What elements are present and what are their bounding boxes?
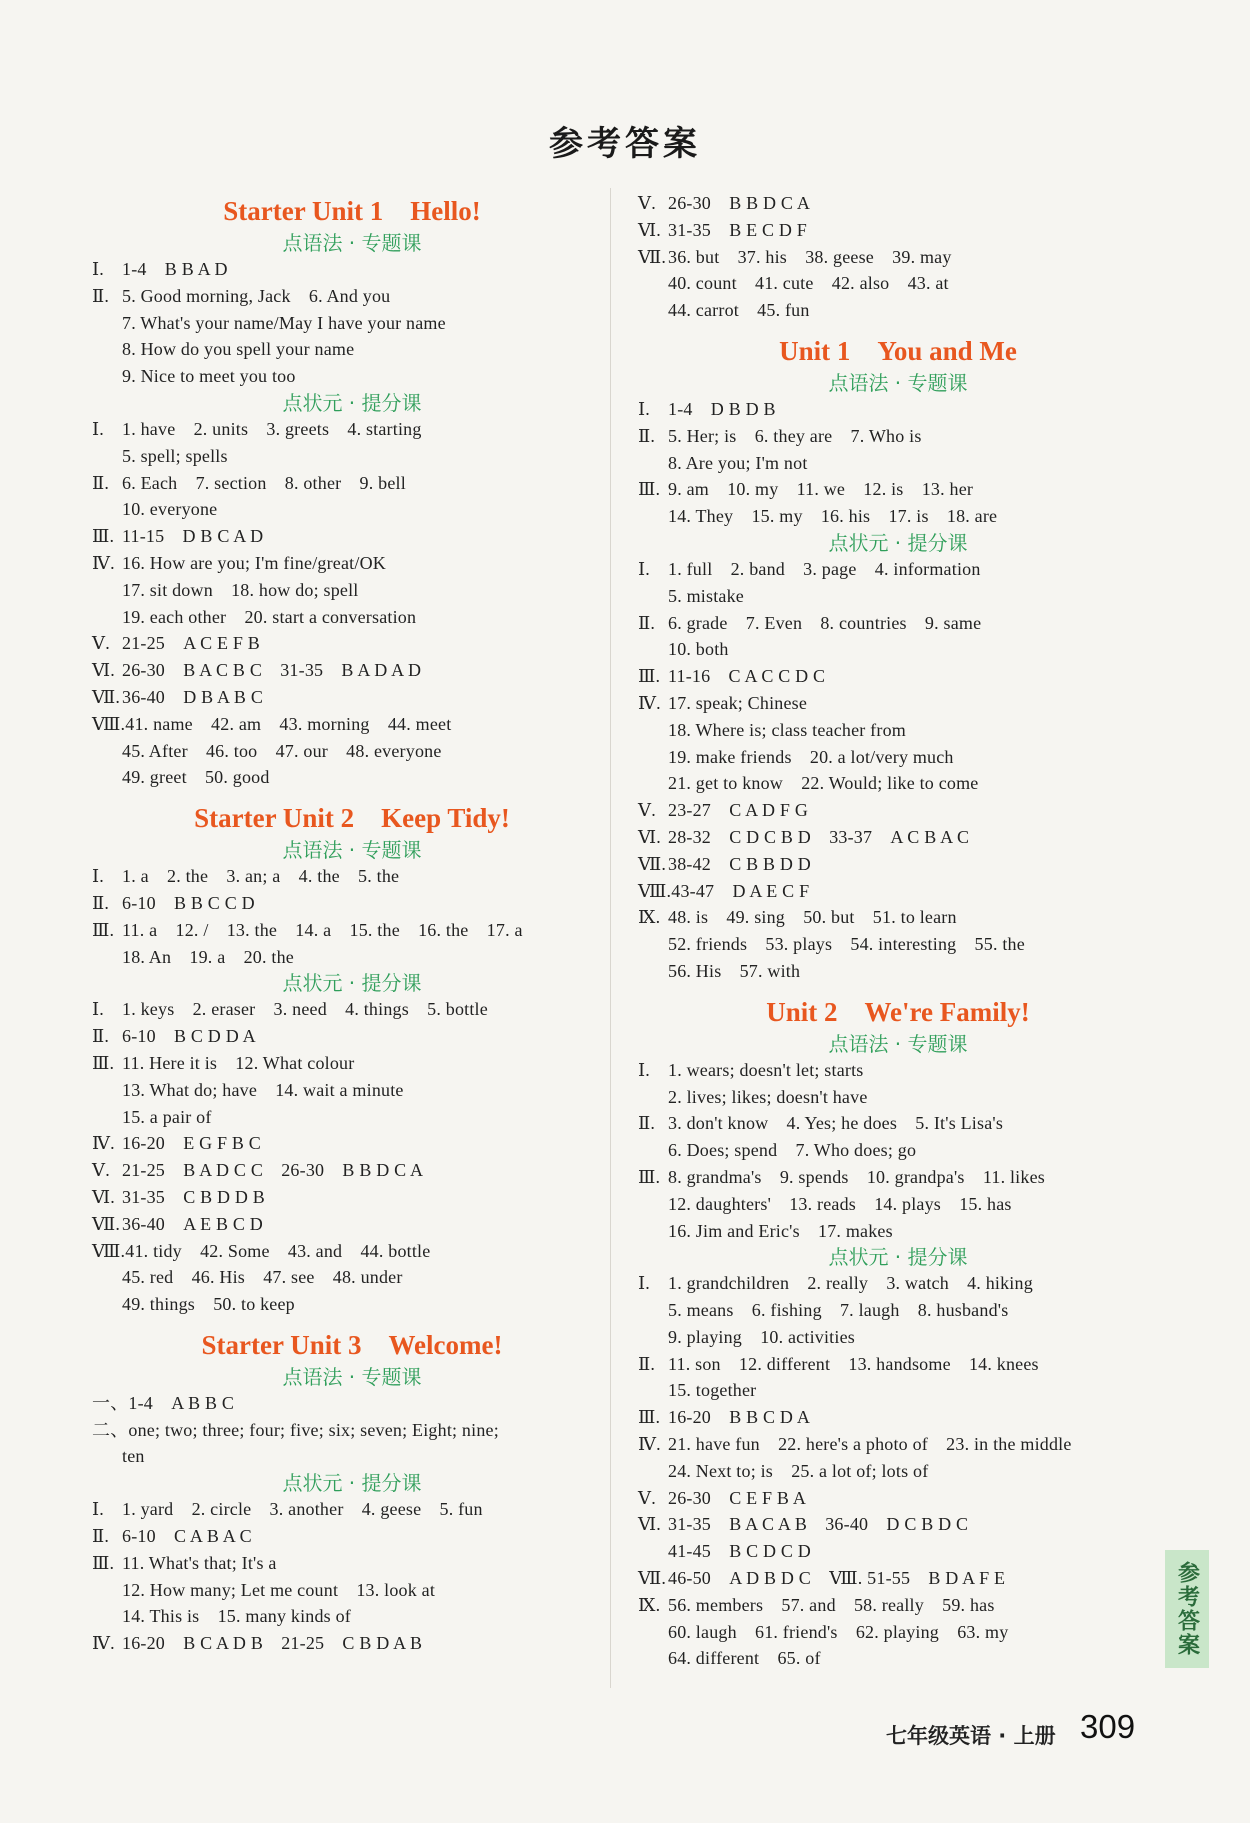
answer-text: 16-20 B C A D B 21-25 C B D A B — [122, 1633, 423, 1654]
answer-text: 56. His 57. with — [668, 960, 801, 981]
question-group-number: Ⅴ. — [638, 193, 656, 213]
answer-line — [92, 416, 612, 443]
question-group-number: 二、 — [92, 1419, 129, 1440]
answer-text: 1. a 2. the 3. an; a 4. the 5. the — [122, 866, 400, 887]
answer-line — [92, 1264, 612, 1291]
answer-text: 1. full 2. band 3. page 4. information — [668, 558, 981, 579]
question-group-number: Ⅰ. — [92, 999, 105, 1020]
question-group-number: Ⅵ. — [92, 660, 116, 681]
question-group-number: Ⅳ. — [638, 692, 661, 713]
question-group-number: Ⅴ. — [92, 1160, 110, 1181]
question-group-number: Ⅰ. — [638, 558, 651, 579]
answer-text: 10. everyone — [122, 499, 218, 520]
answer-text: 49. things 50. to keep — [122, 1294, 295, 1315]
answer-text: 41. tidy 42. Some 43. and 44. bottle — [125, 1240, 431, 1261]
answer-text: ten — [122, 1446, 145, 1467]
question-group-number: Ⅴ. — [638, 1487, 656, 1508]
answer-line — [92, 890, 612, 917]
answer-text: 26-30 B A C B C 31-35 B A D A D — [122, 660, 422, 681]
answer-line — [638, 878, 1158, 905]
section-subheading: 点状元 · 提分课 — [828, 530, 968, 555]
question-group-number: Ⅱ. — [92, 1526, 110, 1547]
answer-line — [92, 1523, 612, 1550]
question-group-number: Ⅳ. — [92, 552, 115, 573]
answer-text: 13. What do; have 14. wait a minute — [122, 1079, 404, 1100]
answer-line — [92, 944, 612, 971]
answer-text: 15. a pair of — [122, 1106, 212, 1127]
answer-text: 1. wears; doesn't let; starts — [668, 1059, 864, 1080]
answer-text: 11-16 C A C C D C — [668, 666, 826, 687]
answer-text: 5. Good morning, Jack 6. And you — [122, 285, 391, 306]
answer-text: 31-35 C B D D B — [122, 1186, 266, 1207]
section-subheading: 点语法 · 专题课 — [282, 231, 422, 255]
unit-heading: Starter Unit 3 Welcome! — [201, 1329, 503, 1360]
answer-line — [92, 657, 612, 684]
answer-line — [638, 1645, 1158, 1672]
answer-line — [638, 663, 1158, 690]
answer-text: 26-30 B B D C A — [668, 193, 811, 213]
question-group-number: Ⅵ. — [638, 219, 662, 240]
answer-text: 43-47 D A E C F — [671, 880, 810, 901]
question-group-number: Ⅲ. — [92, 526, 115, 547]
answer-text: 9. playing 10. activities — [668, 1326, 855, 1347]
answer-text: 41-45 B C D C D — [668, 1541, 812, 1562]
answer-line — [92, 1238, 612, 1265]
answer-line — [638, 1377, 1158, 1404]
answer-line — [638, 1137, 1158, 1164]
question-group-number: Ⅸ. — [638, 907, 661, 928]
answer-text: 44. carrot 45. fun — [668, 300, 810, 321]
question-group-number: Ⅰ. — [638, 1059, 651, 1080]
section-side-tab: 参考答案 — [1165, 1550, 1209, 1668]
answer-text: 1. have 2. units 3. greets 4. starting — [122, 418, 422, 439]
section-subheading: 点状元 · 提分课 — [828, 1245, 968, 1270]
answer-line — [92, 1157, 612, 1184]
answer-text: 21. have fun 22. here's a photo of 23. in the middle — [668, 1434, 1072, 1455]
answer-text: 14. This is 15. many kinds of — [122, 1606, 351, 1627]
answer-text: 3. don't know 4. Yes; he does 5. It's Lisa's — [668, 1113, 1004, 1134]
answer-text: 56. members 57. and 58. really 59. has — [668, 1594, 995, 1615]
question-group-number: Ⅵ. — [638, 1514, 662, 1535]
answer-line — [638, 244, 1158, 271]
answer-text: 18. An 19. a 20. the — [122, 946, 294, 967]
question-group-number: Ⅱ. — [92, 1026, 110, 1047]
answer-line — [638, 1351, 1158, 1378]
answer-line — [92, 336, 612, 363]
answer-text: 12. daughters' 13. reads 14. plays 15. has — [668, 1193, 1012, 1214]
answer-line — [638, 396, 1158, 423]
answer-line — [638, 1110, 1158, 1137]
answer-text: 31-35 B A C A B 36-40 D C B D C — [668, 1514, 969, 1535]
question-group-number: Ⅳ. — [638, 1434, 661, 1455]
answer-line — [92, 1023, 612, 1050]
answer-line — [92, 917, 612, 944]
question-group-number: Ⅰ. — [92, 866, 105, 887]
answer-text: 8. grandma's 9. spends 10. grandpa's 11. likes — [668, 1166, 1045, 1187]
section-subheading: 点状元 · 提分课 — [282, 1471, 422, 1496]
answer-line — [638, 1538, 1158, 1565]
answer-text: 8. How do you spell your name — [122, 339, 355, 360]
answer-text: 17. speak; Chinese — [668, 692, 808, 713]
answer-line — [638, 217, 1158, 244]
answer-text: 12. How many; Let me count 13. look at — [122, 1579, 436, 1600]
answer-line — [638, 1565, 1158, 1592]
answer-text: 16-20 E G F B C — [122, 1133, 262, 1154]
answer-line — [638, 190, 1158, 217]
answer-line — [638, 297, 1158, 324]
answer-line — [92, 996, 612, 1023]
answer-text: 28-32 C D C B D 33-37 A C B A C — [668, 826, 970, 847]
answer-line — [638, 503, 1158, 530]
question-group-number: Ⅰ. — [92, 259, 105, 279]
answer-line — [638, 1084, 1158, 1111]
answer-line — [92, 1184, 612, 1211]
question-group-number: Ⅱ. — [638, 1353, 656, 1374]
answer-text: 7. What's your name/May I have your name — [122, 312, 446, 333]
answer-line — [92, 1291, 612, 1318]
answer-line — [92, 1211, 612, 1238]
question-group-number: Ⅲ. — [638, 1407, 661, 1428]
answer-text: 11. a 12. / 13. the 14. a 15. the 16. the 17. a — [122, 919, 523, 940]
answer-line — [92, 1630, 612, 1657]
answer-line — [638, 1592, 1158, 1619]
answer-line — [638, 476, 1158, 503]
section-subheading: 点语法 · 专题课 — [282, 1364, 422, 1389]
question-group-number: Ⅰ. — [638, 398, 651, 419]
answer-line — [638, 797, 1158, 824]
question-group-number: Ⅷ. — [638, 880, 672, 901]
section-subheading: 点语法 · 专题课 — [282, 838, 422, 863]
answer-line — [92, 630, 612, 657]
question-group-number: Ⅶ. — [638, 246, 667, 267]
answer-line — [638, 851, 1158, 878]
answer-text: 6-10 B C D D A — [122, 1026, 256, 1047]
question-group-number: Ⅳ. — [92, 1633, 115, 1654]
question-group-number: Ⅱ. — [638, 612, 656, 633]
answer-line — [92, 1130, 612, 1157]
answer-text: 5. mistake — [668, 585, 744, 606]
answer-text: 16. Jim and Eric's 17. makes — [668, 1220, 893, 1241]
answer-text: 24. Next to; is 25. a lot of; lots of — [668, 1460, 929, 1481]
question-group-number: Ⅰ. — [638, 1273, 651, 1294]
answer-line — [638, 1458, 1158, 1485]
question-group-number: Ⅲ. — [638, 1166, 661, 1187]
answer-line — [92, 1417, 612, 1444]
page-title: 参考答案 — [549, 124, 701, 164]
answer-line — [92, 577, 612, 604]
answer-text: 1-4 A B B C — [128, 1392, 235, 1413]
answer-line — [638, 770, 1158, 797]
answer-text: 6-10 C A B A C — [122, 1526, 252, 1547]
left-column — [92, 190, 612, 1657]
answer-text: 23-27 C A D F G — [668, 800, 809, 821]
question-group-number: Ⅴ. — [638, 800, 656, 821]
answer-text: 1. keys 2. eraser 3. need 4. things 5. bottle — [122, 999, 488, 1020]
answer-line — [638, 583, 1158, 610]
section-subheading: 点语法 · 专题课 — [828, 1031, 968, 1056]
answer-line — [638, 1324, 1158, 1351]
answer-line — [92, 863, 612, 890]
answer-line — [638, 1297, 1158, 1324]
question-group-number: Ⅱ. — [638, 1113, 656, 1134]
question-group-number: Ⅱ. — [92, 892, 110, 913]
answer-text: 36-40 D B A B C — [122, 686, 264, 707]
answer-line — [92, 283, 612, 310]
answer-line — [638, 1431, 1158, 1458]
answer-text: 5. spell; spells — [122, 445, 228, 466]
answer-line — [92, 1577, 612, 1604]
section-subheading: 点状元 · 提分课 — [282, 390, 422, 415]
answer-line — [638, 744, 1158, 771]
answer-text: 16-20 B B C D A — [668, 1407, 811, 1428]
answer-line — [92, 523, 612, 550]
answer-text: 5. means 6. fishing 7. laugh 8. husband's — [668, 1300, 1009, 1321]
question-group-number: Ⅰ. — [92, 418, 105, 439]
book-label: 七年级英语 · 上册 — [886, 1724, 1056, 1748]
question-group-number: Ⅷ. — [92, 713, 126, 734]
answer-text: 21-25 A C E F B — [122, 633, 261, 654]
answer-text: 49. greet 50. good — [122, 767, 270, 788]
answer-text: 31-35 B E C D F — [668, 219, 808, 240]
answer-line — [92, 550, 612, 577]
question-group-number: Ⅲ. — [92, 919, 115, 940]
answer-text: 17. sit down 18. how do; spell — [122, 579, 359, 600]
answer-line — [92, 443, 612, 470]
answer-text: 21-25 B A D C C 26-30 B B D C A — [122, 1160, 424, 1181]
answer-text: 9. am 10. my 11. we 12. is 13. her — [668, 479, 974, 500]
question-group-number: Ⅴ. — [92, 633, 110, 654]
answer-text: 60. laugh 61. friend's 62. playing 63. my — [668, 1621, 1009, 1642]
question-group-number: Ⅲ. — [92, 1052, 115, 1073]
question-group-number: 一、 — [92, 1392, 129, 1413]
question-group-number: Ⅶ. — [92, 686, 121, 707]
answer-line — [92, 363, 612, 390]
question-group-number: Ⅳ. — [92, 1133, 115, 1154]
answer-text: 6. grade 7. Even 8. countries 9. same — [668, 612, 982, 633]
answer-text: 11. son 12. different 13. handsome 14. knees — [668, 1353, 1039, 1374]
answer-line — [92, 470, 612, 497]
answer-line — [92, 711, 612, 738]
answer-text: 1. yard 2. circle 3. another 4. geese 5. fun — [122, 1499, 483, 1520]
question-group-number: Ⅶ. — [638, 1568, 667, 1589]
answer-text: 11. Here it is 12. What colour — [122, 1052, 355, 1073]
answer-text: 36. but 37. his 38. geese 39. may — [668, 246, 952, 267]
answer-text: 48. is 49. sing 50. but 51. to learn — [668, 907, 957, 928]
answer-text: 40. count 41. cute 42. also 43. at — [668, 273, 949, 294]
answer-text: 19. make friends 20. a lot/very much — [668, 746, 954, 767]
answer-text: 45. red 46. His 47. see 48. under — [122, 1267, 403, 1288]
answer-text: 8. Are you; I'm not — [668, 452, 808, 473]
answer-text: 18. Where is; class teacher from — [668, 719, 906, 740]
answer-line — [92, 1077, 612, 1104]
answer-line — [92, 1443, 612, 1470]
answer-line — [92, 1050, 612, 1077]
answer-line — [638, 1191, 1158, 1218]
answer-line — [638, 1057, 1158, 1084]
answer-line — [638, 690, 1158, 717]
question-group-number: Ⅸ. — [638, 1594, 661, 1615]
answer-line — [92, 1496, 612, 1523]
question-group-number: Ⅲ. — [92, 1552, 115, 1573]
answer-line — [638, 610, 1158, 637]
answer-text: 14. They 15. my 16. his 17. is 18. are — [668, 506, 998, 527]
answer-text: 1-4 B B A D — [122, 259, 228, 279]
answer-line — [92, 1603, 612, 1630]
answer-text: 16. How are you; I'm fine/great/OK — [122, 552, 386, 573]
answer-text: 41. name 42. am 43. morning 44. meet — [125, 713, 452, 734]
right-column — [638, 190, 1158, 1672]
answer-text: 64. different 65. of — [668, 1648, 821, 1669]
answer-text: 52. friends 53. plays 54. interesting 55. the — [668, 934, 1025, 955]
answer-line — [638, 556, 1158, 583]
answer-text: 11. What's that; It's a — [122, 1552, 277, 1573]
question-group-number: Ⅰ. — [92, 1499, 105, 1520]
answer-line — [638, 1511, 1158, 1538]
answer-text: 26-30 C E F B A — [668, 1487, 807, 1508]
answer-line — [638, 1404, 1158, 1431]
answer-line — [638, 824, 1158, 851]
question-group-number: Ⅵ. — [92, 1186, 116, 1207]
section-subheading: 点语法 · 专题课 — [828, 370, 968, 395]
answer-line — [92, 764, 612, 791]
answer-text: 6. Does; spend 7. Who does; go — [668, 1140, 917, 1161]
question-group-number: Ⅷ. — [92, 1240, 126, 1261]
question-group-number: Ⅱ. — [92, 285, 110, 306]
answer-text: 5. Her; is 6. they are 7. Who is — [668, 425, 922, 446]
answer-text: 2. lives; likes; doesn't have — [668, 1086, 868, 1107]
answer-text: 6. Each 7. section 8. other 9. bell — [122, 472, 406, 493]
answer-line — [92, 256, 612, 283]
answer-line — [92, 604, 612, 631]
unit-heading: Starter Unit 2 Keep Tidy! — [194, 803, 510, 834]
page-number: 309 — [1080, 1708, 1136, 1745]
answer-line — [638, 450, 1158, 477]
answer-line — [92, 684, 612, 711]
answer-line — [638, 717, 1158, 744]
answer-text: 19. each other 20. start a conversation — [122, 606, 417, 627]
answer-line — [638, 1619, 1158, 1646]
answer-line — [92, 1390, 612, 1417]
answer-text: one; two; three; four; five; six; seven; Eight; nine; — [128, 1419, 499, 1440]
answer-text: 9. Nice to meet you too — [122, 366, 296, 387]
answer-line — [92, 1104, 612, 1131]
answer-text: 38-42 C B B D D — [668, 853, 812, 874]
question-group-number: Ⅶ. — [92, 1213, 121, 1234]
question-group-number: Ⅱ. — [92, 472, 110, 493]
answer-line — [638, 423, 1158, 450]
answer-text: 11-15 D B C A D — [122, 526, 264, 547]
unit-heading: Unit 2 We're Family! — [766, 996, 1030, 1027]
answer-line — [92, 496, 612, 523]
answer-line — [638, 958, 1158, 985]
question-group-number: Ⅱ. — [638, 425, 656, 446]
answer-line — [638, 636, 1158, 663]
answer-text: 1. grandchildren 2. really 3. watch 4. hiking — [668, 1273, 1033, 1294]
answer-line — [92, 738, 612, 765]
answer-line — [638, 904, 1158, 931]
answer-line — [638, 270, 1158, 297]
question-group-number: Ⅲ. — [638, 479, 661, 500]
section-subheading: 点状元 · 提分课 — [282, 971, 422, 996]
question-group-number: Ⅵ. — [638, 826, 662, 847]
answer-text: 21. get to know 22. Would; like to come — [668, 773, 979, 794]
answer-line — [638, 1270, 1158, 1297]
answer-text: 45. After 46. too 47. our 48. everyone — [122, 740, 442, 761]
answer-line — [92, 310, 612, 337]
answer-line — [638, 1485, 1158, 1512]
answer-line — [638, 931, 1158, 958]
question-group-number: Ⅲ. — [638, 666, 661, 687]
answer-line — [92, 1550, 612, 1577]
unit-heading: Unit 1 You and Me — [779, 335, 1017, 366]
answer-text: 10. both — [668, 639, 729, 660]
answer-text: 1-4 D B D B — [668, 398, 776, 419]
answer-line — [638, 1218, 1158, 1245]
answer-text: 6-10 B B C C D — [122, 892, 255, 913]
answer-text: 15. together — [668, 1380, 757, 1401]
answer-text: 46-50 A D B D C Ⅷ. 51-55 B D A F E — [668, 1568, 1006, 1589]
answer-line — [638, 1164, 1158, 1191]
answer-text: 36-40 A E B C D — [122, 1213, 264, 1234]
unit-heading: Starter Unit 1 Hello! — [223, 196, 481, 226]
question-group-number: Ⅶ. — [638, 853, 667, 874]
